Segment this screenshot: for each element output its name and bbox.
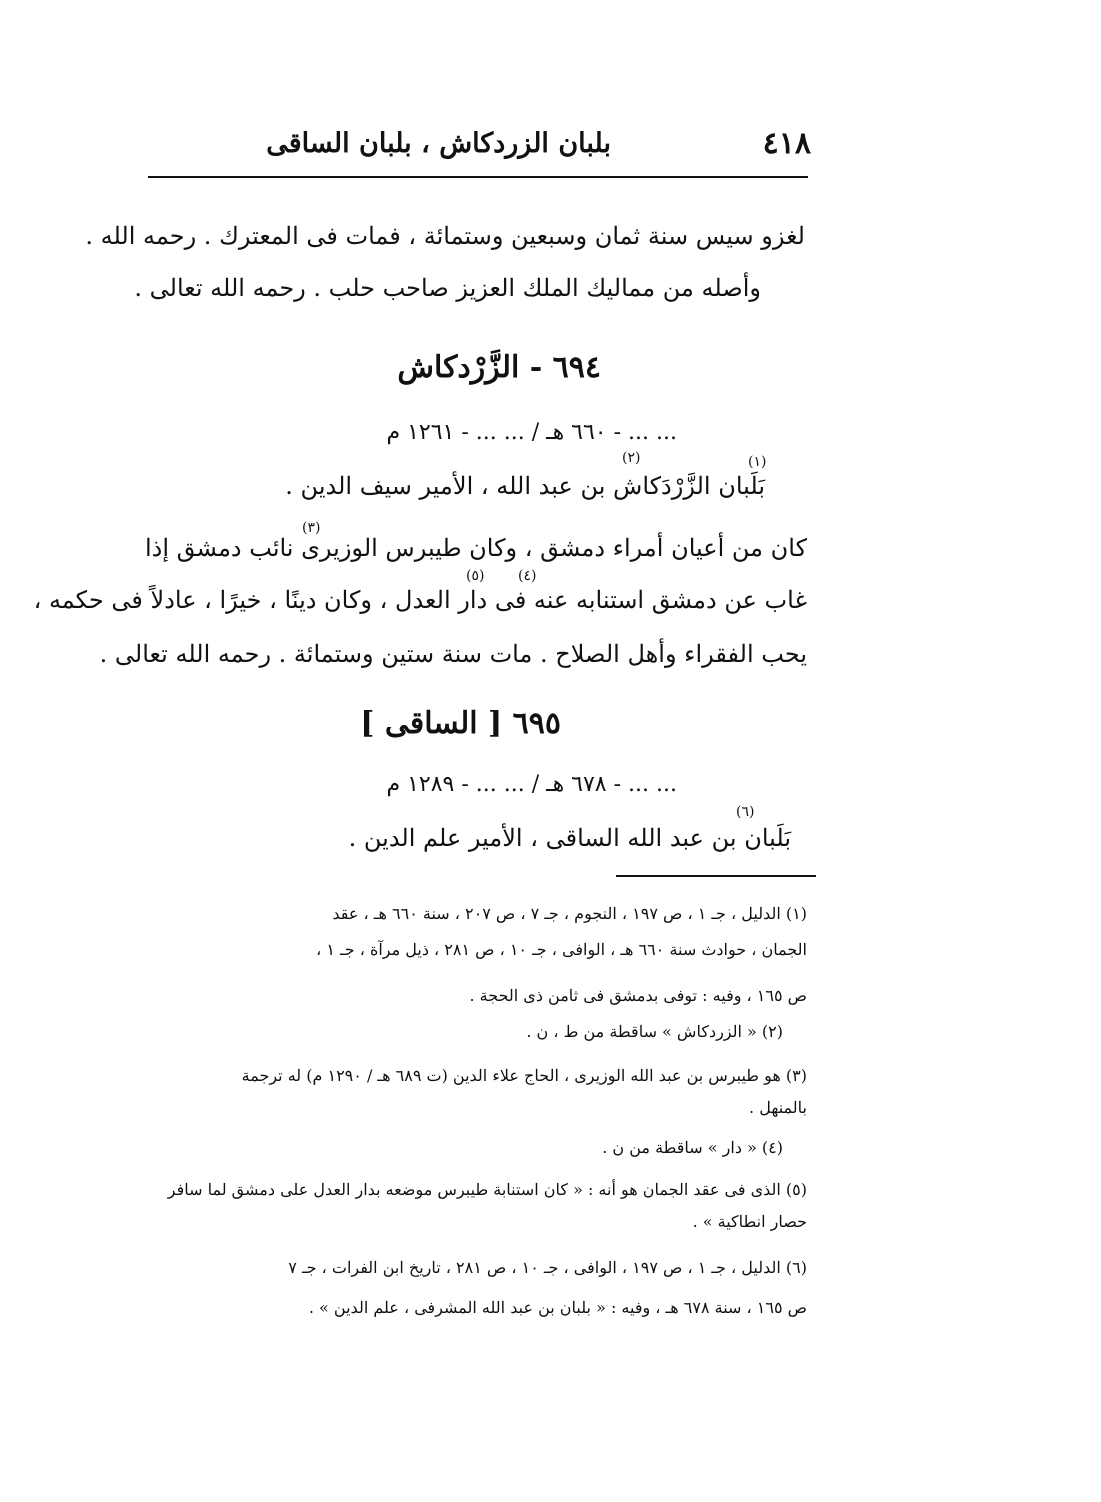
footnote-rule xyxy=(616,875,816,877)
intro-line: لغزو سيس سنة ثمان وسبعين وستمائة ، فمات فى المعترك . رحمه الله . xyxy=(85,222,805,250)
footnote-line: حصار انطاكية » . xyxy=(692,1212,807,1231)
footnote-line: (٦) الدليل ، جـ ١ ، ص ١٩٧ ، الوافى ، جـ ١٠ ، ص ٢٨١ ، تاريخ ابن الفرات ، جـ ٧ xyxy=(288,1258,807,1277)
entry-body-line: يحب الفقراء وأهل الصلاح . مات سنة ستين وستمائة . رحمه الله تعالى . xyxy=(99,640,807,668)
entry-title: ٦٩٤ - الزَّرْدكاش xyxy=(397,350,601,385)
footnote-mark: (٦) xyxy=(736,804,755,820)
entry-name-line: بَلَبان بن عبد الله الساقى ، الأمير علم الدين . xyxy=(348,824,791,852)
entry-name-line: بَلَبان الزَّرْدَكاش بن عبد الله ، الأمير سيف الدين . xyxy=(285,472,765,500)
footnote-line: (٥) الذى فى عقد الجمان هو أنه : « كان استنابة طيبرس موضعه بدار العدل على دمشق لما سافر xyxy=(167,1180,807,1199)
footnote-line: (٢) « الزردكاش » ساقطة من ط ، ن . xyxy=(526,1022,783,1041)
footnote-mark: (١) xyxy=(748,454,767,470)
footnote-line: (١) الدليل ، جـ ١ ، ص ١٩٧ ، النجوم ، جـ ٧ ، ص ٢٠٧ ، سنة ٦٦٠ هـ ، عقد xyxy=(332,904,807,923)
footnote-line: (٤) « دار » ساقطة من ن . xyxy=(602,1138,783,1157)
footnote-mark: (٤) xyxy=(518,568,537,584)
footnote-line: الجمان ، حوادث سنة ٦٦٠ هـ ، الوافى ، جـ ١٠ ، ص ٢٨١ ، ذيل مرآة ، جـ ١ ، xyxy=(316,940,807,959)
entry-body-line: كان من أعيان أمراء دمشق ، وكان طيبرس الوزيرى نائب دمشق إذا xyxy=(145,534,807,562)
footnote-mark: (٢) xyxy=(622,450,641,466)
footnote-line: ص ١٦٥ ، وفيه : توفى بدمشق فى ثامن ذى الحجة . xyxy=(469,986,807,1005)
footnote-mark: (٣) xyxy=(302,520,321,536)
footnote-line: ص ١٦٥ ، سنة ٦٧٨ هـ ، وفيه : « بلبان بن عبد الله المشرفى ، علم الدين » . xyxy=(308,1298,807,1317)
entry-dates: ... ... - ٦٧٨ هـ / ... ... - ١٢٨٩ م xyxy=(386,772,677,797)
running-title: بلبان الزردكاش ، بلبان الساقى xyxy=(266,128,611,159)
page-number: ٤١٨ xyxy=(762,126,811,161)
footnote-line: (٣) هو طيبرس بن عبد الله الوزيرى ، الحاج علاء الدين (ت ٦٨٩ هـ / ١٢٩٠ م) له ترجمة xyxy=(241,1066,807,1085)
intro-line: وأصله من مماليك الملك العزيز صاحب حلب . رحمه الله تعالى . xyxy=(134,274,761,302)
footnote-line: بالمنهل . xyxy=(749,1098,807,1117)
header-rule xyxy=(148,176,808,178)
entry-title: ٦٩٥ [ الساقى ] xyxy=(360,706,561,741)
entry-body-line: غاب عن دمشق استنابه عنه فى دار العدل ، وكان دينًا ، خيرًا ، عادلاً فى حكمه ، xyxy=(33,586,807,614)
footnote-mark: (٥) xyxy=(466,568,485,584)
entry-dates: ... ... - ٦٦٠ هـ / ... ... - ١٢٦١ م xyxy=(386,420,677,445)
